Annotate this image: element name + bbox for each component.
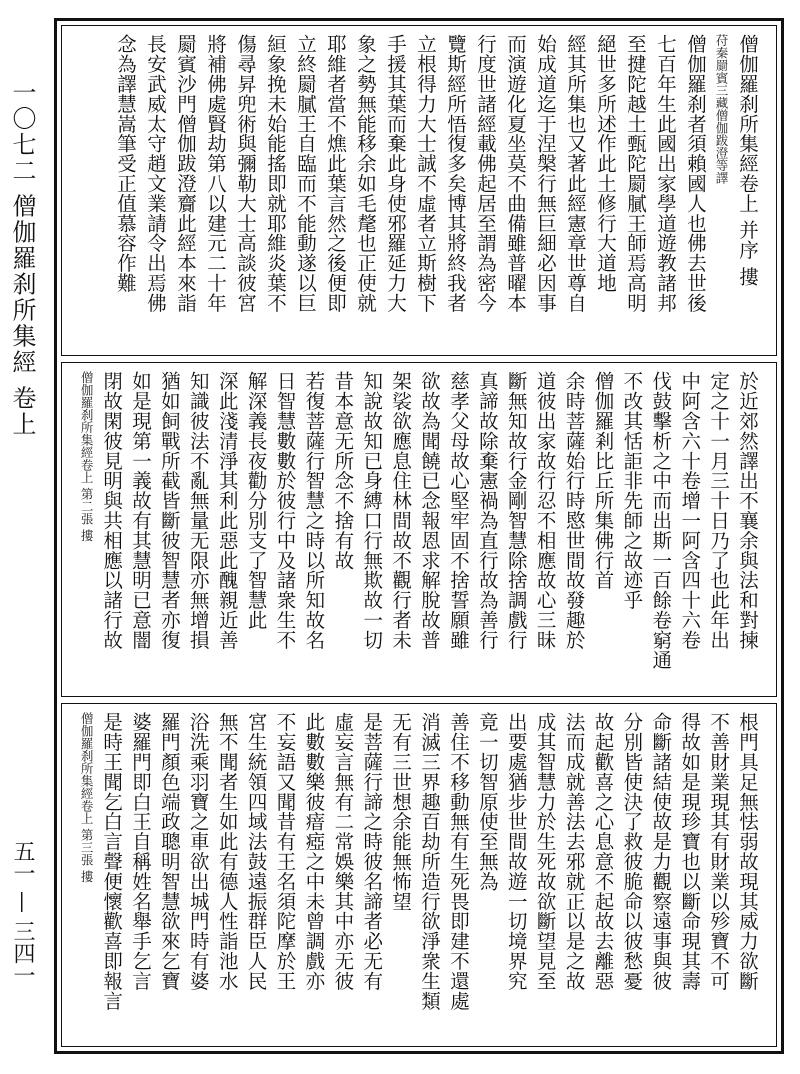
text-column: 行度世諸經載佛起居至謂為密今 (474, 34, 497, 313)
text-column: 長安武威太守趙文業請令出焉佛 (144, 34, 167, 313)
text-column: 虛妄言無有二常娛樂其中亦无彼 (331, 712, 355, 991)
text-column: 慈孝父母故心堅牢固不捨誓願雖 (446, 371, 470, 650)
text-column: 至揵陀越土甄陀罽膩王師焉高明 (624, 34, 647, 313)
text-column: 傷尋昇兜術與彌勒大士高談彼宮 (234, 34, 257, 313)
text-column: 欲故為聞饒已念報恩求解脫故普 (418, 371, 442, 650)
text-column: 象之勢無能移余如毛氂也正使就 (354, 34, 377, 313)
text-column: 絙象挽未始能搖即就耶維炎葉不 (264, 34, 287, 313)
text-column: 手援其葉而棄此身使邪羅延力大 (384, 34, 407, 313)
text-column: 成其智慧力於生死故欲斷望見至 (533, 712, 557, 991)
text-column: 善住不移動無有生死畏即建不還處 (446, 712, 470, 1011)
text-column: 昔本意无所念不捨有故 (331, 371, 355, 570)
margin-page-header: 一〇七二 僧伽羅刹所集經 卷上 (8, 80, 36, 438)
text-column: 法而成就善法去邪就正以是之故 (562, 712, 586, 991)
text-column: 是時王聞乞白言聲便懷歡喜即報言 (100, 712, 124, 1011)
text-column: 无有三世想余能無怖望 (389, 712, 413, 911)
text-column: 立終罽膩王自臨而不能動遂以巨 (294, 34, 317, 313)
page-frame (54, 18, 784, 1054)
text-column: 架裟欲應息住林間故不觀行者未 (389, 371, 413, 650)
text-panel-2 (61, 362, 777, 697)
text-column: 伐鼓擊析之中而出斯一百餘卷窮通 (649, 371, 673, 670)
margin-page-number: 五一 — 三四一 (10, 840, 35, 986)
text-column: 故起歡喜之心息意不起故去離惡 (591, 712, 615, 991)
text-column: 竟一切智原使至無為 (475, 712, 499, 892)
text-column: 若復菩薩行智慧之時以所知故名 (302, 371, 326, 650)
text-column: 斷無知故行金剛智慧除捨調戲行 (504, 371, 528, 650)
column-group (76, 712, 762, 1038)
text-column: 閉故閑彼見明與共相應以諸行故 (100, 371, 124, 650)
text-column: 道彼出家故行忍不相應故心三昧 (533, 371, 557, 650)
text-column: 消滅三界趣百劫所造行欲淨衆生類 (418, 712, 442, 1011)
text-column: 此數數樂彼瘖瘂之中未曾調戲亦 (302, 712, 326, 991)
text-panel-3 (61, 703, 777, 1047)
text-column: 僧伽羅刹所集經卷上 并序 摟 (736, 34, 759, 286)
text-column: 真諦故除棄憲禍為直行故為善行 (475, 371, 499, 650)
text-column: 宮生統領四域法鼓遠振群臣人民 (244, 712, 268, 991)
text-column: 得故如是現珍寶也以斷命現其壽 (678, 712, 702, 991)
text-column: 出要處猶步世間故遊一切境界究 (504, 712, 528, 991)
text-column: 浴洗乘羽寶之車欲出城門時有婆 (186, 712, 210, 991)
text-column: 是菩薩行諦之時彼名諦者必无有 (360, 712, 384, 991)
text-column: 絕世多所述作此土修行大道地 (594, 34, 617, 293)
text-column: 中阿含六十卷增一阿含四十六卷 (678, 371, 702, 650)
text-column: 而演遊化夏坐莫不曲備雖普曜本 (504, 34, 527, 313)
text-column: 分別皆使決了救彼脆命以彼愁憂 (620, 712, 644, 991)
text-column: 定之十一月三十日乃了也此年出 (707, 371, 731, 650)
text-column: 經其所集也又著此經憲章世尊自 (564, 34, 587, 313)
column-group (76, 34, 762, 347)
text-column: 不妄語又聞昔有王名須陀摩於王 (273, 712, 297, 991)
text-column: 七百年生此國出家學道遊教諸邦 (654, 34, 677, 313)
text-column: 羅門顏色端政聰明智慧欲來乞寶 (157, 712, 181, 991)
text-column: 耶維者當不燋此葉言然之後便即 (324, 34, 347, 313)
column-annotation: 僧伽羅刹所集經卷上 第三張 摟 (79, 712, 95, 883)
text-column: 命斷諸結使故是力觀察遠事與彼 (649, 712, 673, 991)
text-column: 不改其恬詎非先師之故迹乎 (620, 371, 644, 610)
text-column: 於近郊然譯出不襄余與法和對揀 (736, 371, 759, 650)
text-column: 如是現第一義故有其慧明已意闇 (128, 371, 152, 650)
text-column: 不善財業現其有財業以殄寶不可 (707, 712, 731, 991)
column-group (76, 371, 762, 688)
text-column: 深此淺清淨其利此惡此醜親近善 (215, 371, 239, 650)
text-column: 余時菩薩始行時愍世間故發趣於 (562, 371, 586, 650)
text-column: 知識彼法不亂無量无限亦無增損 (186, 371, 210, 650)
column-annotation: 僧伽羅刹所集經卷上 第二張 摟 (79, 371, 95, 542)
text-column: 僧伽羅剎比丘所集佛行首 (591, 371, 615, 590)
text-column: 根門具足無怯弱故現其威力欲斷 (736, 712, 759, 991)
text-column: 立根得力大士誠不虛者立斯樹下 (414, 34, 437, 313)
text-column: 知說故知已身縛口行無欺故一切 (360, 371, 384, 650)
text-column: 無不聞者生如此有德人性詣池水 (215, 712, 239, 991)
text-panel-1 (61, 25, 777, 356)
text-column: 罽賓沙門僧伽跋澄齎此經本來詣 (174, 34, 197, 313)
text-column: 始成道迄于涅槃行無巨細必因事 (534, 34, 557, 313)
text-column: 猶如飼戰所截皆斷彼智慧者亦復 (157, 371, 181, 650)
column-annotation: 苻秦罽賓三藏僧伽跋澄等譯 (714, 34, 729, 184)
text-column: 日智慧數數於彼行中及諸衆生不 (273, 371, 297, 650)
text-column: 念為譯慧嵩筆受正值慕容作難 (114, 34, 137, 293)
text-column: 覽斯經所悟復多矣博其將終我者 (444, 34, 467, 313)
text-column: 解深義長夜勸分別支了智慧此 (244, 371, 268, 630)
text-column: 僧伽羅刹者須賴國人也佛去世後 (684, 34, 707, 313)
text-column: 將補佛處賢劫第八以建元二十年 (204, 34, 227, 313)
text-column: 婆羅門即白王自稱姓名舉手乞言 (128, 712, 152, 991)
